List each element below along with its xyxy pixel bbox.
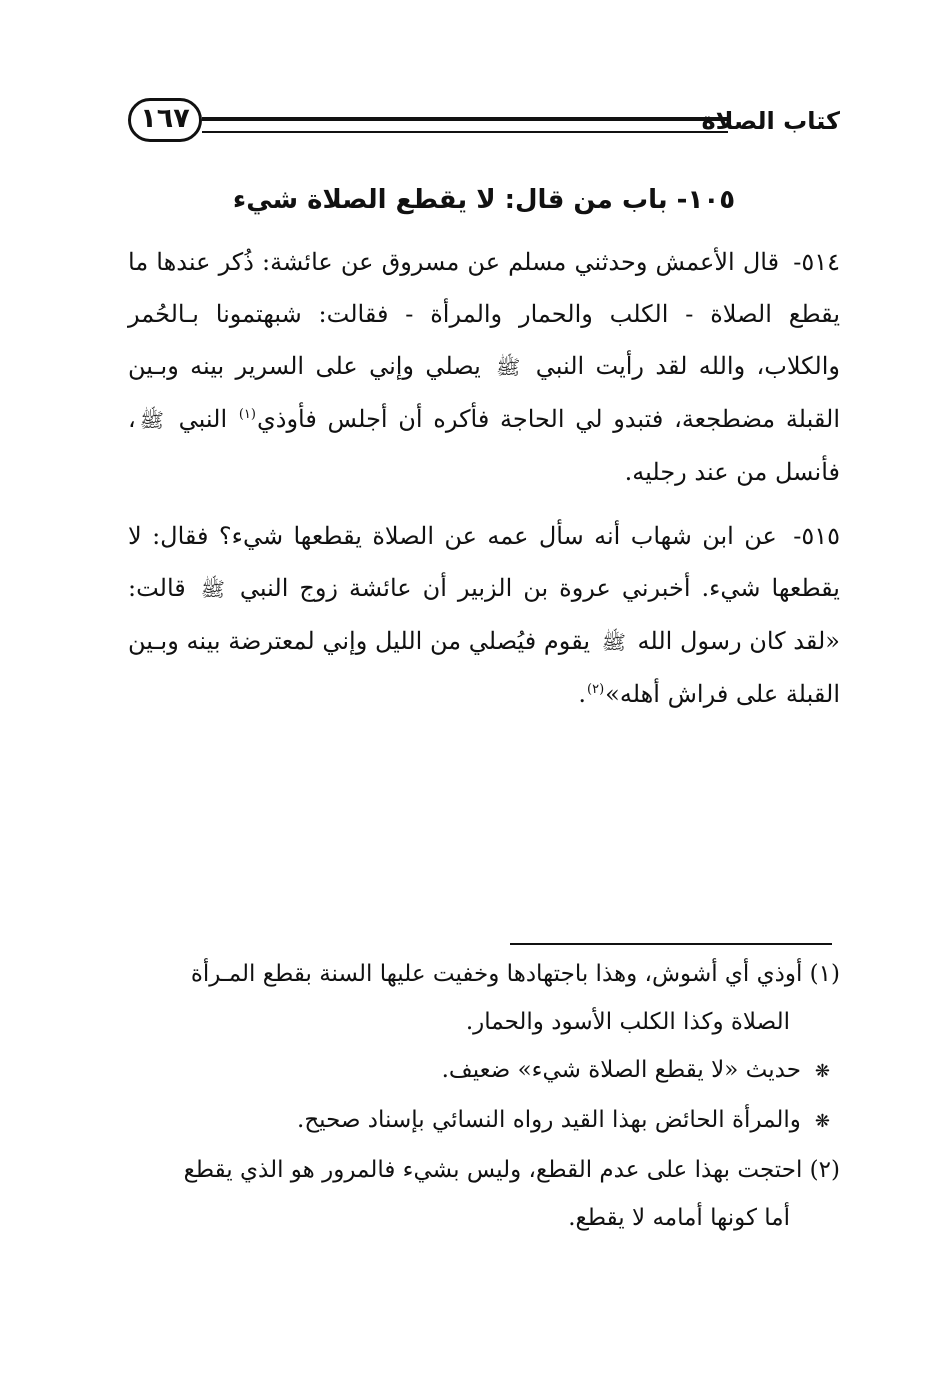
footnote-text: حديث «لا يقطع الصلاة شيء» ضعيف. (441, 1057, 801, 1083)
footnote-1-continued: الصلاة وكذا الكلب الأسود والحمار. (465, 1009, 790, 1035)
salutation-mark: ﷺ (200, 577, 225, 601)
hadith-515 (128, 510, 840, 720)
hadith-text: النبي (178, 405, 228, 433)
hadith-text: يقوم فيُصلي من الليل وإني لمعترضة بينه وبـين القبلة على فراش أهله» (128, 627, 840, 708)
hadith-text: قال الأعمش وحدثني مسلم عن مسروق عن عائشة: ذُكر عندها ما يقطع الصلاة - الكلب والحمار والمرأة - فقالت: شبهتمونا بـالحُمر والكلاب، والله لقد رأيت النبي (128, 248, 840, 380)
footnote-note (128, 1096, 840, 1146)
hadith-text: يصلي وإني على السرير بينه وبـين القبلة مضطجعة، فتبدو لي الحاجة فأكره أن أجلس فأوذي (128, 352, 840, 433)
footnote-1 (128, 950, 840, 998)
footnote-2 (128, 1146, 840, 1194)
chapter-heading: ١٠٥- باب من قال: لا يقطع الصلاة شيء (232, 185, 736, 215)
hadith-number: ٥١٥- (793, 522, 840, 550)
page-header (128, 95, 840, 155)
asterisk-icon: ❋ (814, 1061, 830, 1082)
footnote-separator (510, 943, 832, 945)
footnotes (128, 950, 840, 1242)
footnote-text: والمرأة الحائض بهذا القيد رواه النسائي بإسناد صحيح. (297, 1107, 801, 1133)
salutation-mark: ﷺ (496, 355, 521, 379)
running-title: كتاب الصلاة (701, 107, 840, 135)
hadith-text: قالت: «لقد كان رسول الله (128, 574, 840, 655)
asterisk-icon: ❋ (814, 1111, 830, 1132)
footnote-note (128, 1046, 840, 1096)
salutation-mark: ﷺ (601, 630, 626, 654)
footnote-reference[interactable]: (١) (238, 407, 256, 422)
page-number: ١٦٧ (128, 98, 202, 142)
hadith-514 (128, 236, 840, 498)
footnote-2-continued: أما كونها أمامه لا يقطع. (568, 1205, 790, 1231)
header-rule (202, 117, 728, 133)
hadith-text: . (578, 680, 587, 708)
footnote-marker: (١) (809, 961, 840, 987)
footnote-text: أوذي أي أشوش، وهذا باجتهادها وخفيت عليها السنة بقطع المـرأة (190, 961, 803, 987)
hadith-number: ٥١٤- (793, 248, 840, 276)
hadith-text: عن ابن شهاب أنه سأل عمه عن الصلاة يقطعها شيء؟ فقال: لا يقطعها شيء. أخبرني عروة بن الزبير أن عائشة زوج النبي (128, 522, 840, 602)
hadith-text: ، فأنسل من عند رجليه. (128, 405, 840, 486)
salutation-mark: ﷺ (139, 408, 164, 432)
footnote-text: احتجت بهذا على عدم القطع، وليس بشيء فالمرور هو الذي يقطع (183, 1157, 803, 1183)
footnote-marker: (٢) (809, 1157, 840, 1183)
footnote-reference[interactable]: (٢) (587, 682, 605, 697)
